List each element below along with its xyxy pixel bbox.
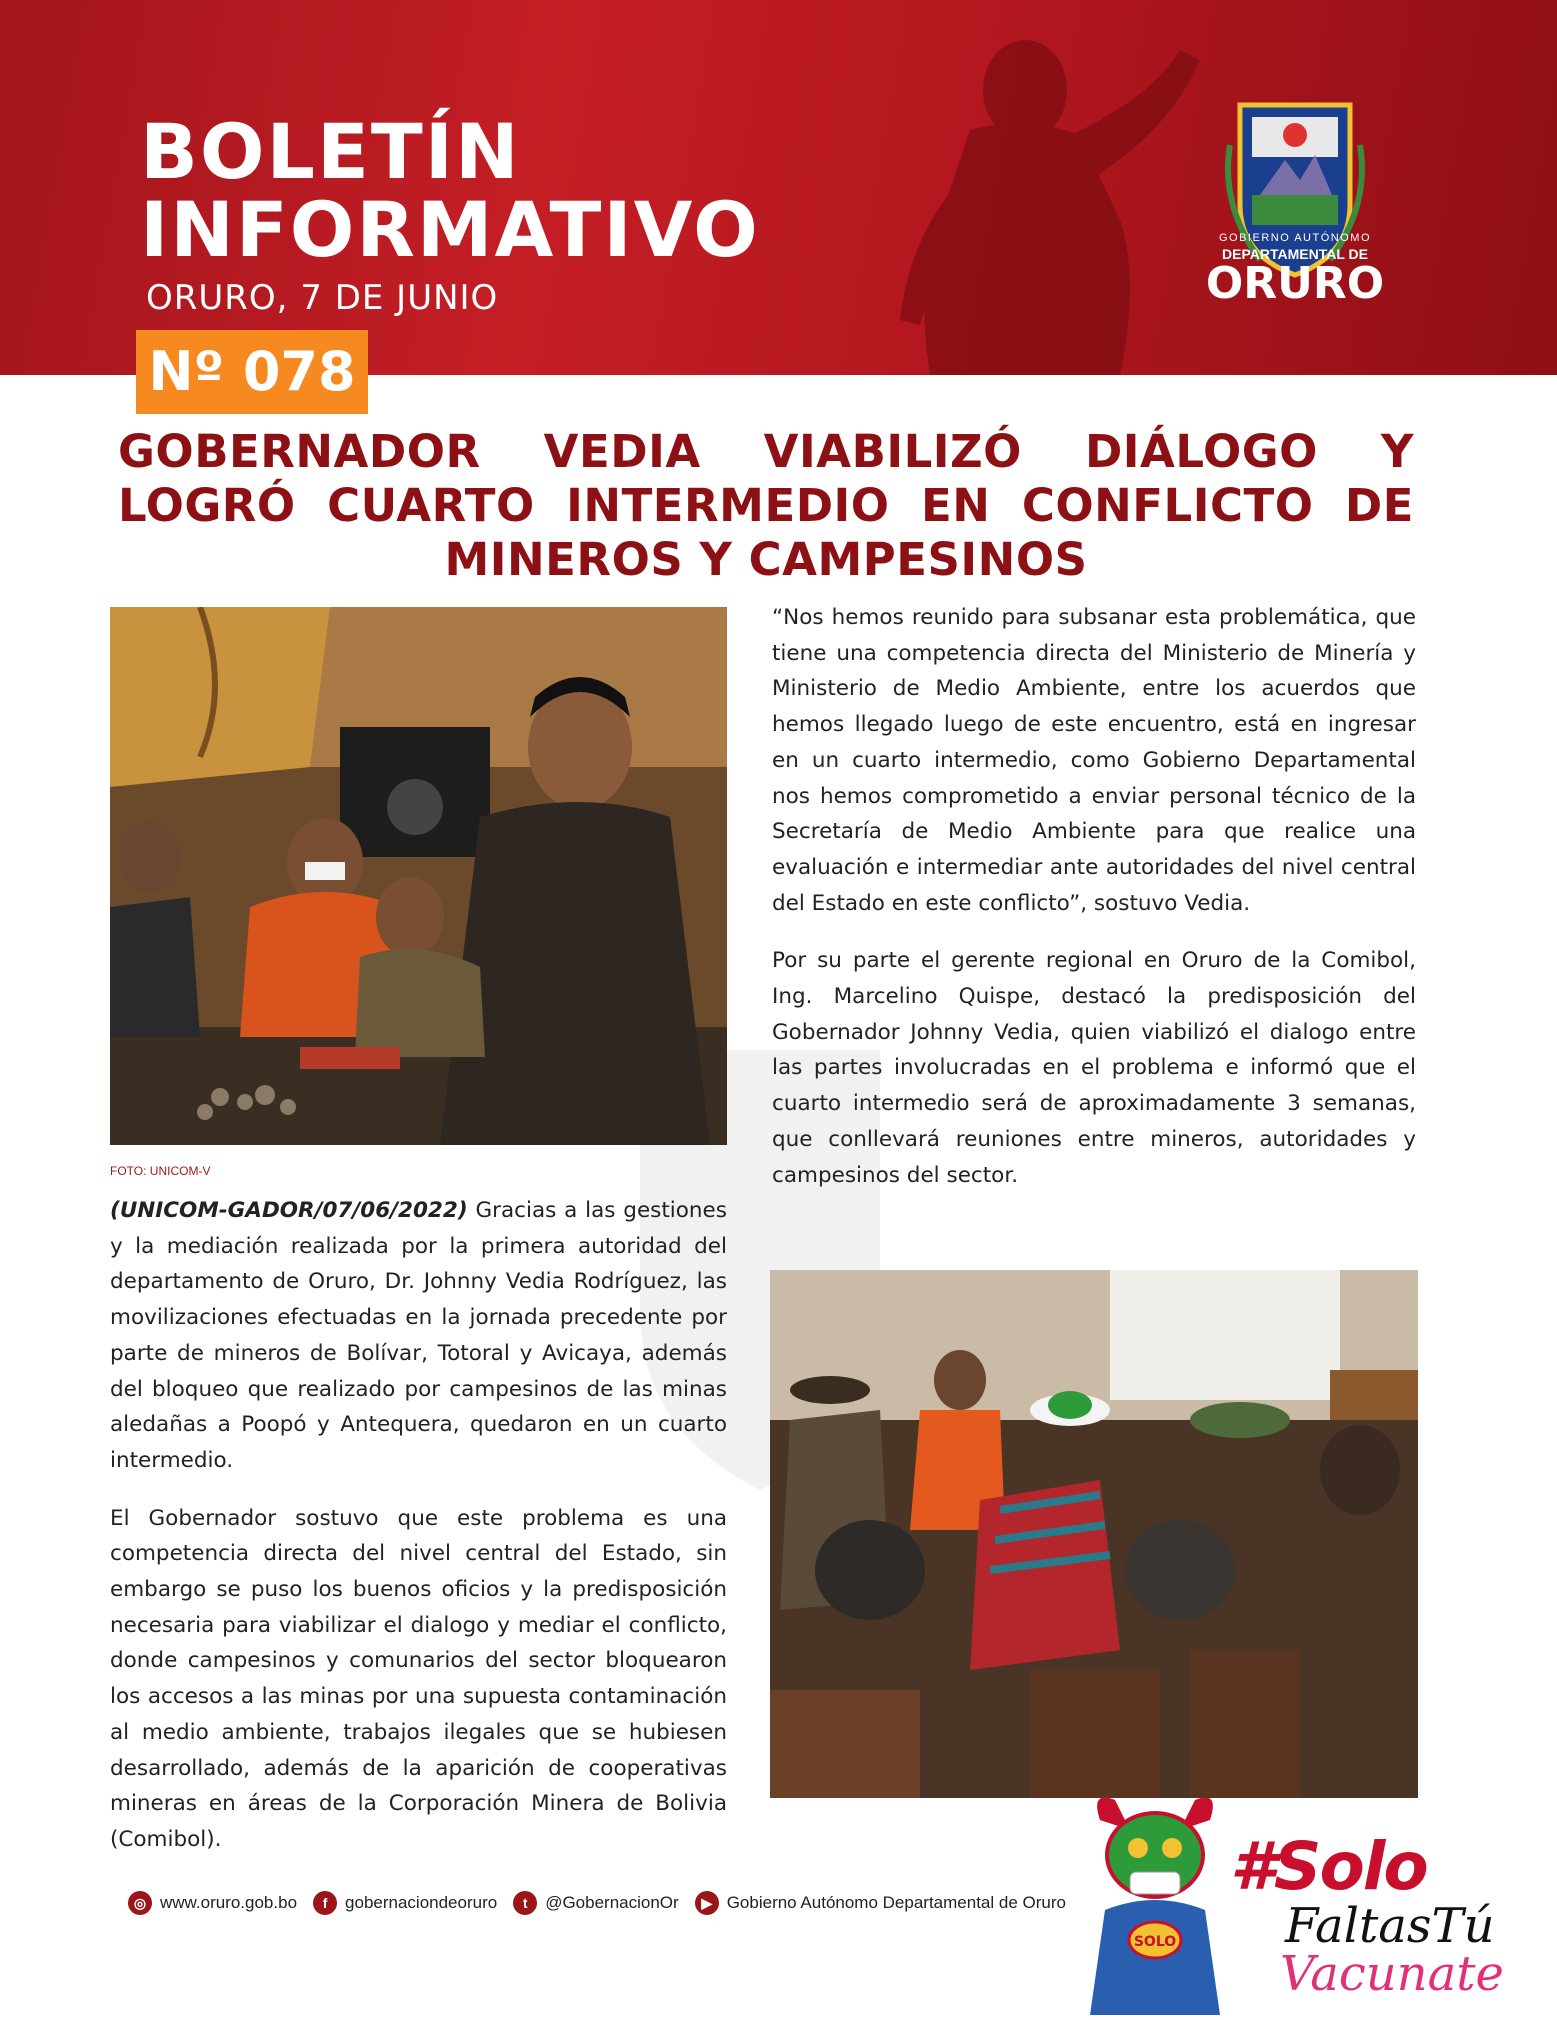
facebook-icon: f: [313, 1891, 337, 1915]
footer-website-text: www.oruro.gob.bo: [160, 1893, 298, 1912]
bulletin-title-line1: BOLETÍN: [140, 107, 521, 196]
campaign-hashtag-faltastu: FaltasTú: [1285, 1898, 1495, 1954]
footer-twitter[interactable]: [513, 1891, 679, 1915]
twitter-icon: t: [513, 1891, 537, 1915]
right-paragraph-2: Por su parte el gerente regional en Oruro de la Comibol, Ing. Marcelino Quispe, destacó la predisposición del Gobernador Johnny Vedia, quien viabilizó el dialogo entre las partes involucradas en el problema e informó que el cuarto intermedio será de aproximadamente 3 semanas, que conllevará reuniones entre mineros, autoridades y campesinos del sector.: [772, 948, 1416, 1188]
logo-text-oruro: ORURO: [1205, 258, 1385, 309]
statue-silhouette: [820, 20, 1240, 375]
footer-youtube-text: Gobierno Autónomo Departamental de Oruro: [726, 1893, 1066, 1912]
left-paragraph-1-text: Gracias a las gestiones y la mediación realizada por la primera autoridad del departamento de Oruro, Dr. Johnny Vedia Rodríguez, las movilizaciones efectuadas en la jornada precedente por parte de mineros de Bolívar, Totoral y Avicaya, además del bloqueo que realizado por campesinos de las minas aledañas a Poopó y Antequera, quedaron en un cuarto intermedio.: [110, 1198, 727, 1473]
mascot-badge-text: SOLO: [1133, 1934, 1177, 1950]
campaign-hashtag-solo: #Solo: [1230, 1828, 1427, 1905]
footer-twitter-text: @GobernacionOr: [545, 1893, 679, 1912]
bulletin-title-line2: INFORMATIVO: [140, 185, 760, 274]
photo-caption: FOTO: UNICOM-V: [110, 1164, 211, 1178]
article-left-column: [110, 1193, 727, 1880]
left-paragraph-1: [110, 1193, 727, 1479]
footer-facebook[interactable]: [313, 1891, 497, 1915]
article-dateline-lead: (UNICOM-GADOR/07/06/2022): [110, 1198, 468, 1223]
dateline: ORURO, 7 DE JUNIO: [146, 278, 499, 318]
footer-facebook-text: gobernaciondeoruro: [345, 1893, 498, 1912]
bulletin-number-badge: Nº 078: [136, 330, 368, 414]
article-right-column: [772, 600, 1416, 1215]
header-banner: [0, 0, 1557, 375]
footer-contact-bar: [128, 1883, 1072, 1923]
meeting-photo-governor: [110, 607, 727, 1145]
campaign-vacunate: Vacunate: [1280, 1946, 1504, 2002]
mascot-illustration: [1080, 1790, 1230, 2015]
meeting-photo-campesinos: [770, 1270, 1418, 1798]
left-paragraph-2: El Gobernador sostuvo que este problema es una competencia directa del nivel central del Estado, sin embargo se puso los buenos oficios y la predisposición necesaria para viabilizar el dialogo y mediar el conflicto, donde campesinos y comunarios del sector bloquearon los accesos a las minas por una supuesta contaminación al medio ambiente, trabajos ilegales que se hubiesen desarrollado, además de la aparición de cooperativas mineras en áreas de la Corporación Minera de Bolivia (Comibol).: [110, 1505, 727, 1852]
article-headline: GOBERNADOR VEDIA VIABILIZÓ DIÁLOGO Y LOGRÓ CUARTO INTERMEDIO EN CONFLICTO DE MINEROS Y CAMPESINOS: [118, 425, 1414, 586]
footer-website[interactable]: [128, 1891, 297, 1915]
right-paragraph-1: “Nos hemos reunido para subsanar esta problemática, que tiene una competencia directa del Ministerio de Minería y Ministerio de Medio Ambiente, entre los acuerdos que hemos llegado luego de este encuentro, está en ingresar en un cuarto intermedio, como Gobierno Departamental nos hemos comprometido a enviar personal técnico de la Secretaría de Medio Ambiente para que realice una evaluación e intermediar ante autoridades del nivel central del Estado en este conflicto”, sostuvo Vedia.: [772, 605, 1416, 916]
footer-youtube[interactable]: [695, 1891, 1066, 1915]
vaccination-campaign-graphic: [1080, 1790, 1540, 2015]
youtube-icon: ▶: [695, 1891, 719, 1915]
globe-icon: ◎: [128, 1891, 152, 1915]
logo-text-small: GOBIERNO AUTÓNOMO: [1218, 232, 1371, 244]
logo-text-mid: DEPARTAMENTAL DE: [1222, 246, 1368, 262]
